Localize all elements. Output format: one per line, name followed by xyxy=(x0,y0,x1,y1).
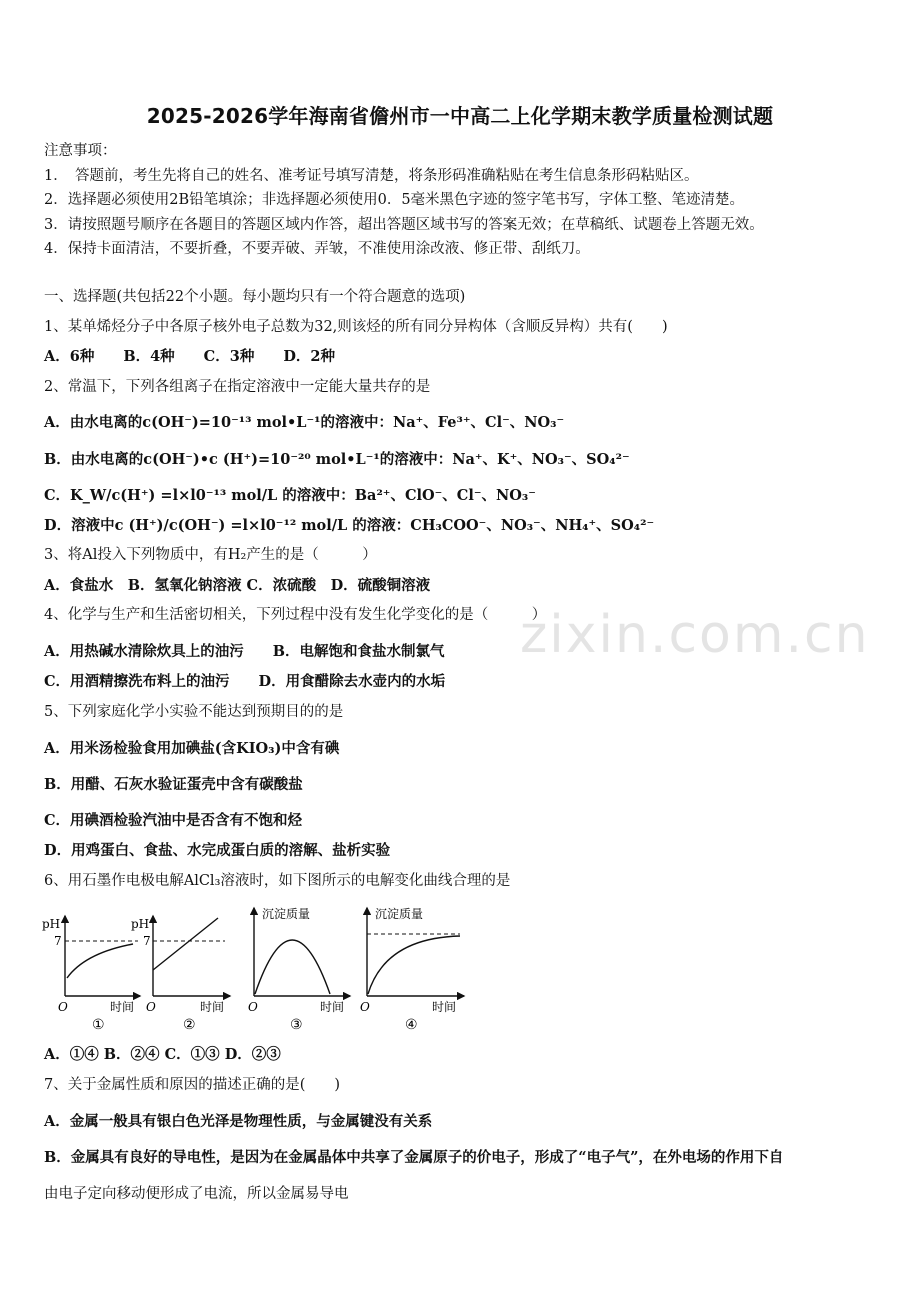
q5-option-b: B．用醋、石灰水验证蛋壳中含有碳酸盐 xyxy=(44,776,303,793)
q2-option-c: C．K_W/c(H⁺) =l×l0⁻¹³ mol/L 的溶液中：Ba²⁺、ClO⁻、Cl⁻、NO₃⁻ xyxy=(44,487,536,504)
graph-2 xyxy=(131,916,230,1033)
q3-stem: 3、将Al投入下列物质中，有H₂产生的是（ ） xyxy=(44,547,377,563)
graph-4 xyxy=(360,906,464,1033)
section-heading: 一、选择题(共包括22个小题。每小题均只有一个符合题意的选项) xyxy=(44,289,466,305)
q4-options-cd: C．用酒精擦洗布料上的油污 D．用食醋除去水壶内的水垢 xyxy=(44,673,446,690)
q7-option-b-line1: B．金属具有良好的导电性，是因为在金属晶体中共享了金属原子的价电子，形成了“电子气”，在外电场的作用下自 xyxy=(44,1149,784,1166)
graph-2-ylabel: pH xyxy=(131,917,150,931)
graph-2-seven: 7 xyxy=(143,934,151,948)
q1-stem: 1、某单烯烃分子中各原子核外电子总数为32,则该烃的所有同分异构体（含顺反异构）共有( ) xyxy=(44,319,668,335)
q6-options: A．①④ B．②④ C．①③ D．②③ xyxy=(44,1046,281,1063)
graph-1-number: ① xyxy=(92,1017,105,1033)
notice-item-4: 4．保持卡面清洁，不要折叠，不要弄破、弄皱，不准使用涂改液、修正带、刮纸刀。 xyxy=(44,241,590,257)
graph-4-ylabel: 沉淀质量 xyxy=(375,907,424,921)
graph-2-number: ② xyxy=(183,1017,196,1033)
page-title: 2025-2026学年海南省儋州市一中高二上化学期末教学质量检测试题 xyxy=(146,104,774,128)
q5-option-a: A．用米汤检验食用加碘盐(含KIO₃)中含有碘 xyxy=(44,740,340,757)
q2-option-d: D．溶液中c (H⁺)/c(OH⁻) =l×l0⁻¹² mol/L 的溶液：CH₃COO⁻、NO₃⁻、NH₄⁺、SO₄²⁻ xyxy=(44,517,655,534)
q7-option-a: A．金属一般具有银白色光泽是物理性质，与金属键没有关系 xyxy=(44,1113,433,1130)
q7-option-b-line2: 由电子定向移动便形成了电流，所以金属易导电 xyxy=(44,1186,349,1202)
graph-3-number: ③ xyxy=(290,1017,303,1033)
graph-4-number: ④ xyxy=(405,1017,418,1033)
graph-2-origin: O xyxy=(146,1000,156,1014)
q1-options: A．6种 B．4种 C．3种 D．2种 xyxy=(44,348,335,365)
notice-item-3: 3．请按照题号顺序在各题目的答题区域内作答，超出答题区域书写的答案无效；在草稿纸、试题卷上答题无效。 xyxy=(44,217,764,233)
graph-3-xlabel: 时间 xyxy=(320,1000,345,1014)
graph-4-origin: O xyxy=(360,1000,370,1014)
q6-stem: 6、用石墨作电极电解AlCl₃溶液时，如下图所示的电解变化曲线合理的是 xyxy=(44,873,511,889)
q5-option-c: C．用碘酒检验汽油中是否含有不饱和烃 xyxy=(44,812,303,829)
q5-option-d: D．用鸡蛋白、食盐、水完成蛋白质的溶解、盐析实验 xyxy=(44,842,391,859)
graph-4-xlabel: 时间 xyxy=(432,1000,457,1014)
notice-item-2: 2．选择题必须使用2B铅笔填涂；非选择题必须使用0．5毫米黑色字迹的签字笔书写，字体工整、笔迹清楚。 xyxy=(44,192,745,208)
graph-2-xlabel: 时间 xyxy=(200,1000,225,1014)
q7-stem: 7、关于金属性质和原因的描述正确的是( ) xyxy=(44,1077,341,1093)
notice-item-1: 1． 答题前，考生先将自己的姓名、准考证号填写清楚，将条形码准确粘贴在考生信息条形码粘贴区。 xyxy=(44,168,699,184)
graph-1-ylabel: pH xyxy=(42,917,61,931)
graph-1-origin: O xyxy=(58,1000,68,1014)
q4-options-ab: A．用热碱水清除炊具上的油污 B．电解饱和食盐水制氯气 xyxy=(44,643,445,660)
q3-options: A．食盐水 B．氢氧化钠溶液 C．浓硫酸 D．硫酸铜溶液 xyxy=(44,577,431,594)
q2-option-a: A．由水电离的c(OH⁻)=10⁻¹³ mol•L⁻¹的溶液中：Na⁺、Fe³⁺、Cl⁻、NO₃⁻ xyxy=(44,414,565,431)
q4-stem: 4、化学与生产和生活密切相关，下列过程中没有发生化学变化的是（ ） xyxy=(44,607,547,623)
graph-1 xyxy=(42,916,140,1033)
q2-option-b: B．由水电离的c(OH⁻)•c (H⁺)=10⁻²⁰ mol•L⁻¹的溶液中：Na⁺、K⁺、NO₃⁻、SO₄²⁻ xyxy=(44,451,630,468)
graph-3-ylabel: 沉淀质量 xyxy=(262,907,311,921)
watermark: zixin.com.cn xyxy=(520,605,870,665)
notice-heading: 注意事项： xyxy=(44,143,117,159)
q6-graphs xyxy=(40,898,480,1038)
q2-stem: 2、常温下，下列各组离子在指定溶液中一定能大量共存的是 xyxy=(44,379,431,395)
graph-3-origin: O xyxy=(248,1000,258,1014)
graph-3 xyxy=(248,906,350,1033)
q5-stem: 5、下列家庭化学小实验不能达到预期目的的是 xyxy=(44,704,344,720)
graph-1-seven: 7 xyxy=(54,934,62,948)
graph-1-xlabel: 时间 xyxy=(110,1000,135,1014)
